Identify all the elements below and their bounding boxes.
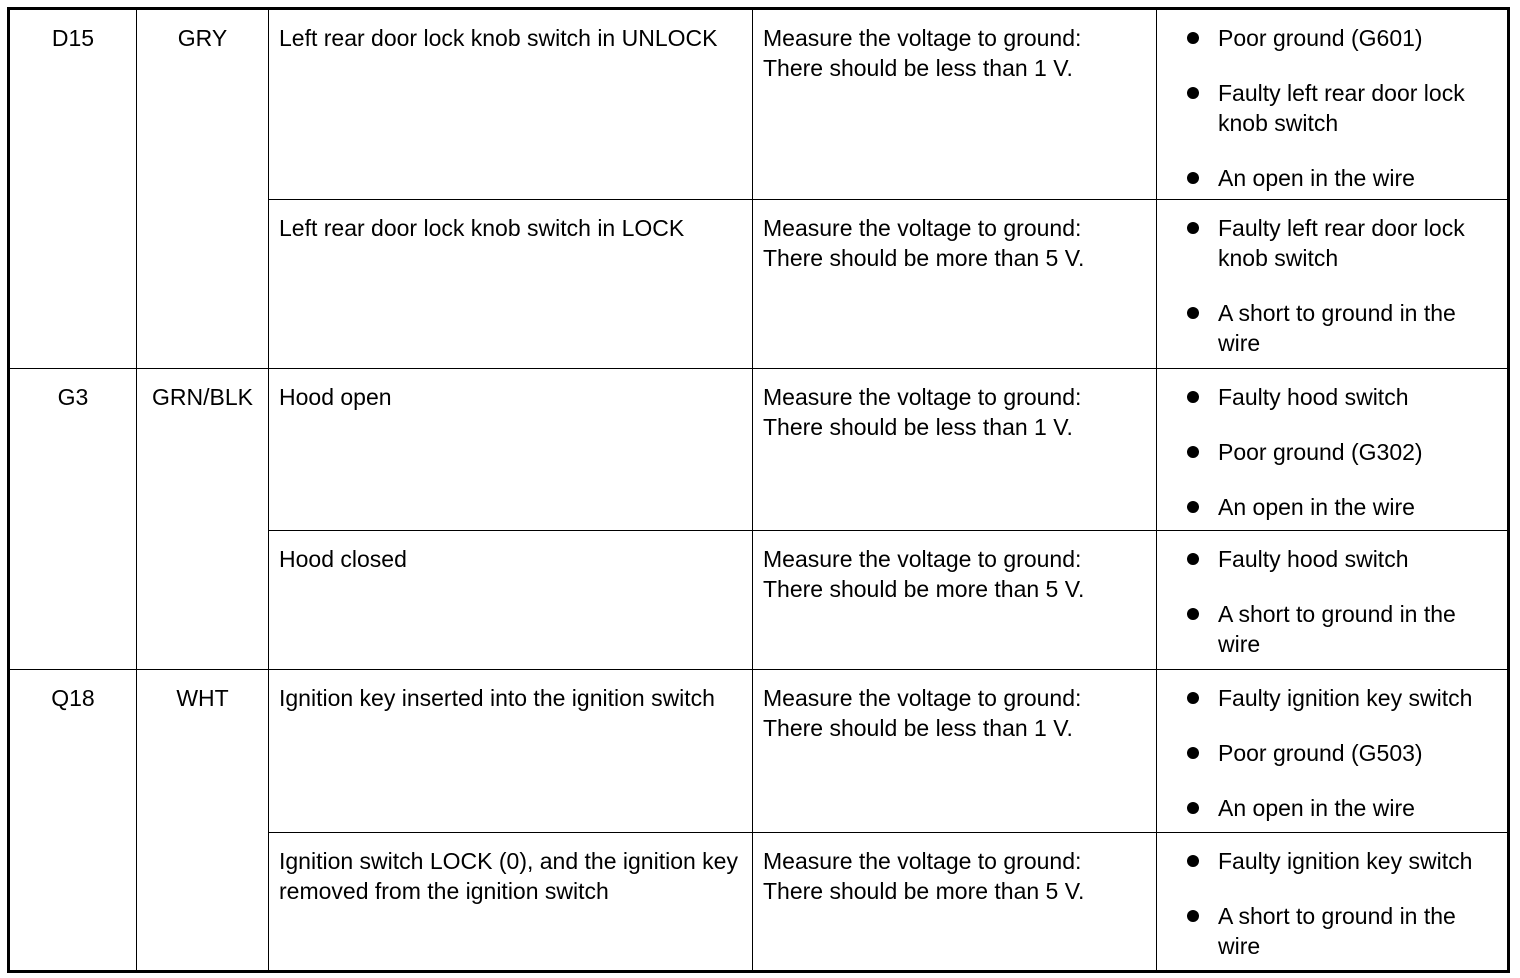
table-row — [9, 369, 1509, 531]
cause-list — [1167, 683, 1497, 823]
expected-result: There should be less than 1 V. — [763, 715, 1073, 741]
list-item — [1167, 298, 1497, 358]
measurement-cell — [753, 833, 1157, 972]
causes-cell — [1157, 9, 1509, 200]
causes-cell — [1157, 670, 1509, 833]
cause-list — [1167, 846, 1497, 961]
expected-result: There should be less than 1 V. — [763, 55, 1073, 81]
condition-cell: Left rear door lock knob switch in UNLOCK — [269, 9, 753, 200]
bullet-icon — [1187, 855, 1199, 867]
measurement-cell — [753, 200, 1157, 369]
causes-cell — [1157, 531, 1509, 670]
cause-list — [1167, 544, 1497, 659]
list-item — [1167, 492, 1497, 522]
cause-text: Poor ground (G302) — [1218, 439, 1423, 465]
table-row — [9, 9, 1509, 200]
list-item — [1167, 437, 1497, 467]
cause-text: Poor ground (G601) — [1218, 25, 1423, 51]
terminal-cell: Q18 — [9, 670, 137, 972]
cause-list — [1167, 382, 1497, 522]
terminal-cell: G3 — [9, 369, 137, 670]
list-item — [1167, 23, 1497, 53]
bullet-icon — [1187, 87, 1199, 99]
list-item — [1167, 78, 1497, 138]
bullet-icon — [1187, 32, 1199, 44]
cause-text: Faulty hood switch — [1218, 546, 1409, 572]
diagnostic-table — [7, 7, 1510, 973]
condition-cell: Left rear door lock knob switch in LOCK — [269, 200, 753, 369]
bullet-icon — [1187, 747, 1199, 759]
wire-color-cell: GRN/BLK — [137, 369, 269, 670]
condition-cell: Hood closed — [269, 531, 753, 670]
list-item — [1167, 793, 1497, 823]
list-item — [1167, 846, 1497, 876]
bullet-icon — [1187, 222, 1199, 234]
list-item — [1167, 213, 1497, 273]
expected-result: There should be more than 5 V. — [763, 576, 1085, 602]
measurement-cell — [753, 670, 1157, 833]
cause-text: An open in the wire — [1218, 795, 1415, 821]
cause-text: A short to ground in the wire — [1218, 300, 1456, 356]
bullet-icon — [1187, 608, 1199, 620]
wire-color-cell: GRY — [137, 9, 269, 369]
measure-instruction: Measure the voltage to ground: — [763, 25, 1082, 51]
measurement-cell — [753, 9, 1157, 200]
cause-text: Faulty left rear door lock knob switch — [1218, 215, 1465, 271]
causes-cell — [1157, 200, 1509, 369]
cause-list — [1167, 23, 1497, 193]
wire-color-cell: WHT — [137, 670, 269, 972]
list-item — [1167, 599, 1497, 659]
cause-text: Faulty ignition key switch — [1218, 848, 1473, 874]
cause-text: An open in the wire — [1218, 494, 1415, 520]
list-item — [1167, 382, 1497, 412]
condition-cell: Ignition switch LOCK (0), and the ignition key removed from the ignition switch — [269, 833, 753, 972]
condition-cell: Hood open — [269, 369, 753, 531]
cause-text: A short to ground in the wire — [1218, 601, 1456, 657]
bullet-icon — [1187, 553, 1199, 565]
list-item — [1167, 738, 1497, 768]
cause-list — [1167, 213, 1497, 358]
bullet-icon — [1187, 391, 1199, 403]
causes-cell — [1157, 833, 1509, 972]
cause-text: Faulty left rear door lock knob switch — [1218, 80, 1465, 136]
causes-cell — [1157, 369, 1509, 531]
measure-instruction: Measure the voltage to ground: — [763, 685, 1082, 711]
bullet-icon — [1187, 172, 1199, 184]
expected-result: There should be less than 1 V. — [763, 414, 1073, 440]
bullet-icon — [1187, 802, 1199, 814]
measure-instruction: Measure the voltage to ground: — [763, 384, 1082, 410]
table-row — [9, 670, 1509, 833]
measure-instruction: Measure the voltage to ground: — [763, 546, 1082, 572]
measure-instruction: Measure the voltage to ground: — [763, 215, 1082, 241]
bullet-icon — [1187, 446, 1199, 458]
bullet-icon — [1187, 910, 1199, 922]
cause-text: Poor ground (G503) — [1218, 740, 1423, 766]
list-item — [1167, 163, 1497, 193]
bullet-icon — [1187, 307, 1199, 319]
cause-text: An open in the wire — [1218, 165, 1415, 191]
list-item — [1167, 683, 1497, 713]
measurement-cell — [753, 531, 1157, 670]
measurement-cell — [753, 369, 1157, 531]
cause-text: Faulty hood switch — [1218, 384, 1409, 410]
list-item — [1167, 901, 1497, 961]
expected-result: There should be more than 5 V. — [763, 245, 1085, 271]
condition-cell: Ignition key inserted into the ignition switch — [269, 670, 753, 833]
bullet-icon — [1187, 501, 1199, 513]
expected-result: There should be more than 5 V. — [763, 878, 1085, 904]
measure-instruction: Measure the voltage to ground: — [763, 848, 1082, 874]
terminal-cell: D15 — [9, 9, 137, 369]
cause-text: Faulty ignition key switch — [1218, 685, 1473, 711]
bullet-icon — [1187, 692, 1199, 704]
cause-text: A short to ground in the wire — [1218, 903, 1456, 959]
list-item — [1167, 544, 1497, 574]
